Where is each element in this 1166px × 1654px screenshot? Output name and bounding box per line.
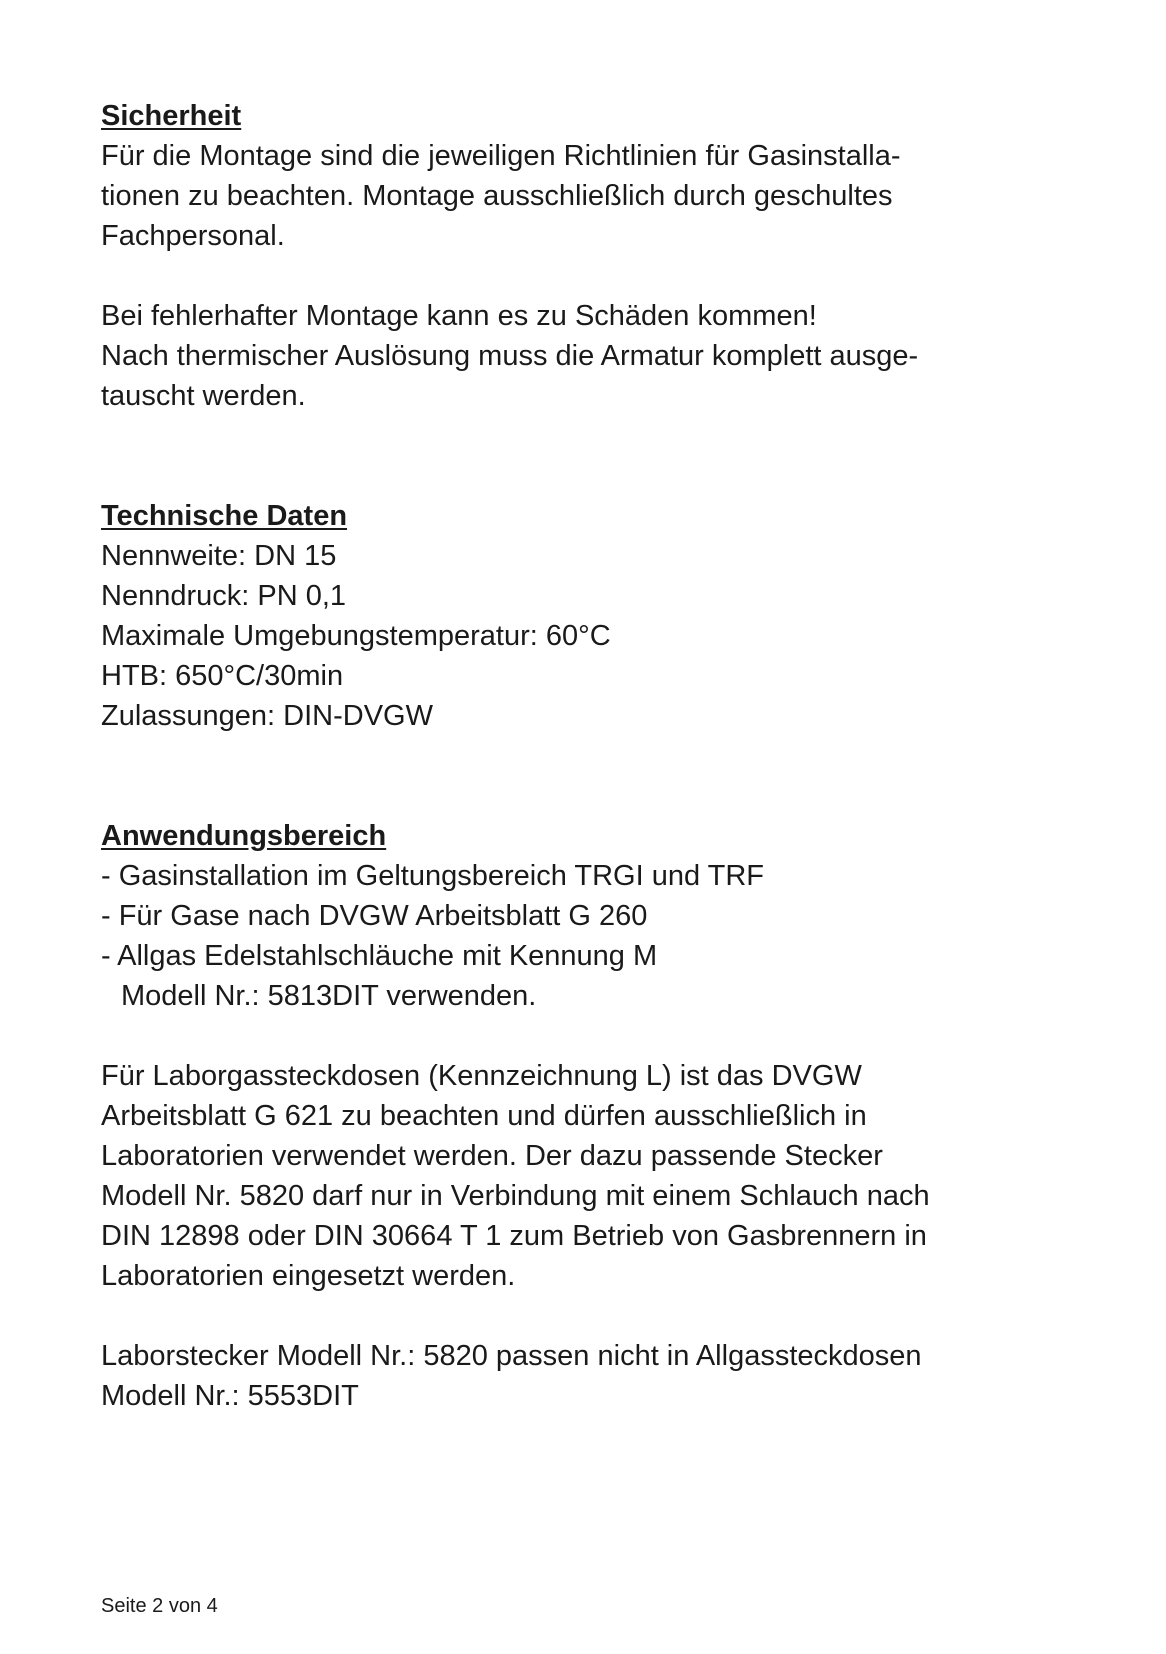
warning-line: tauscht werden. [101, 380, 306, 412]
list-item: - Für Gase nach DVGW Arbeitsblatt G 260 [101, 900, 648, 932]
warning-line: Nach thermischer Auslösung muss die Armatur komplett ausge- [101, 340, 919, 372]
spec-nennweite: Nennweite: DN 15 [101, 540, 337, 572]
paragraph-line: Für Laborgassteckdosen (Kennzeichnung L) ist das DVGW [101, 1060, 862, 1092]
list-item: - Gasinstallation im Geltungsbereich TRGI und TRF [101, 860, 764, 892]
section-heading-technische-daten: Technische Daten [101, 500, 348, 532]
spacer [101, 416, 1081, 496]
spacer [101, 1016, 1081, 1056]
paragraph-line: Arbeitsblatt G 621 zu beachten und dürfen ausschließlich in [101, 1100, 867, 1132]
spec-nenndruck: Nenndruck: PN 0,1 [101, 580, 347, 612]
list-item-continuation: Modell Nr.: 5813DIT verwenden. [121, 980, 537, 1012]
section-heading-sicherheit: Sicherheit [101, 100, 242, 132]
paragraph-line: Laboratorien eingesetzt werden. [101, 1260, 516, 1292]
paragraph-line: Laboratorien verwendet werden. Der dazu passende Stecker [101, 1140, 883, 1172]
section-heading-anwendungsbereich: Anwendungsbereich [101, 820, 387, 852]
paragraph-line: DIN 12898 oder DIN 30664 T 1 zum Betrieb von Gasbrennern in [101, 1220, 927, 1252]
paragraph-line: Fachpersonal. [101, 220, 285, 252]
paragraph-line: tionen zu beachten. Montage ausschließlich durch geschultes [101, 180, 893, 212]
paragraph-line: Laborstecker Modell Nr.: 5820 passen nicht in Allgassteckdosen [101, 1340, 922, 1372]
page-number: Seite 2 von 4 [101, 1595, 218, 1617]
paragraph-line: Modell Nr. 5820 darf nur in Verbindung mit einem Schlauch nach [101, 1180, 930, 1212]
spacer [101, 256, 1081, 296]
paragraph-line: Modell Nr.: 5553DIT [101, 1380, 359, 1412]
spec-umgebungstemperatur: Maximale Umgebungstemperatur: 60°C [101, 620, 611, 652]
spacer [101, 736, 1081, 816]
section-anwendungsbereich [101, 816, 1081, 1416]
page-content [101, 96, 1081, 1416]
section-technische-daten [101, 496, 1081, 736]
spacer [101, 1296, 1081, 1336]
list-item: - Allgas Edelstahlschläuche mit Kennung M [101, 940, 658, 972]
section-sicherheit [101, 96, 1081, 416]
spec-htb: HTB: 650°C/30min [101, 660, 344, 692]
paragraph-line: Für die Montage sind die jeweiligen Richtlinien für Gasinstalla- [101, 140, 901, 172]
warning-line: Bei fehlerhafter Montage kann es zu Schäden kommen! [101, 300, 817, 332]
spec-zulassungen: Zulassungen: DIN-DVGW [101, 700, 433, 732]
